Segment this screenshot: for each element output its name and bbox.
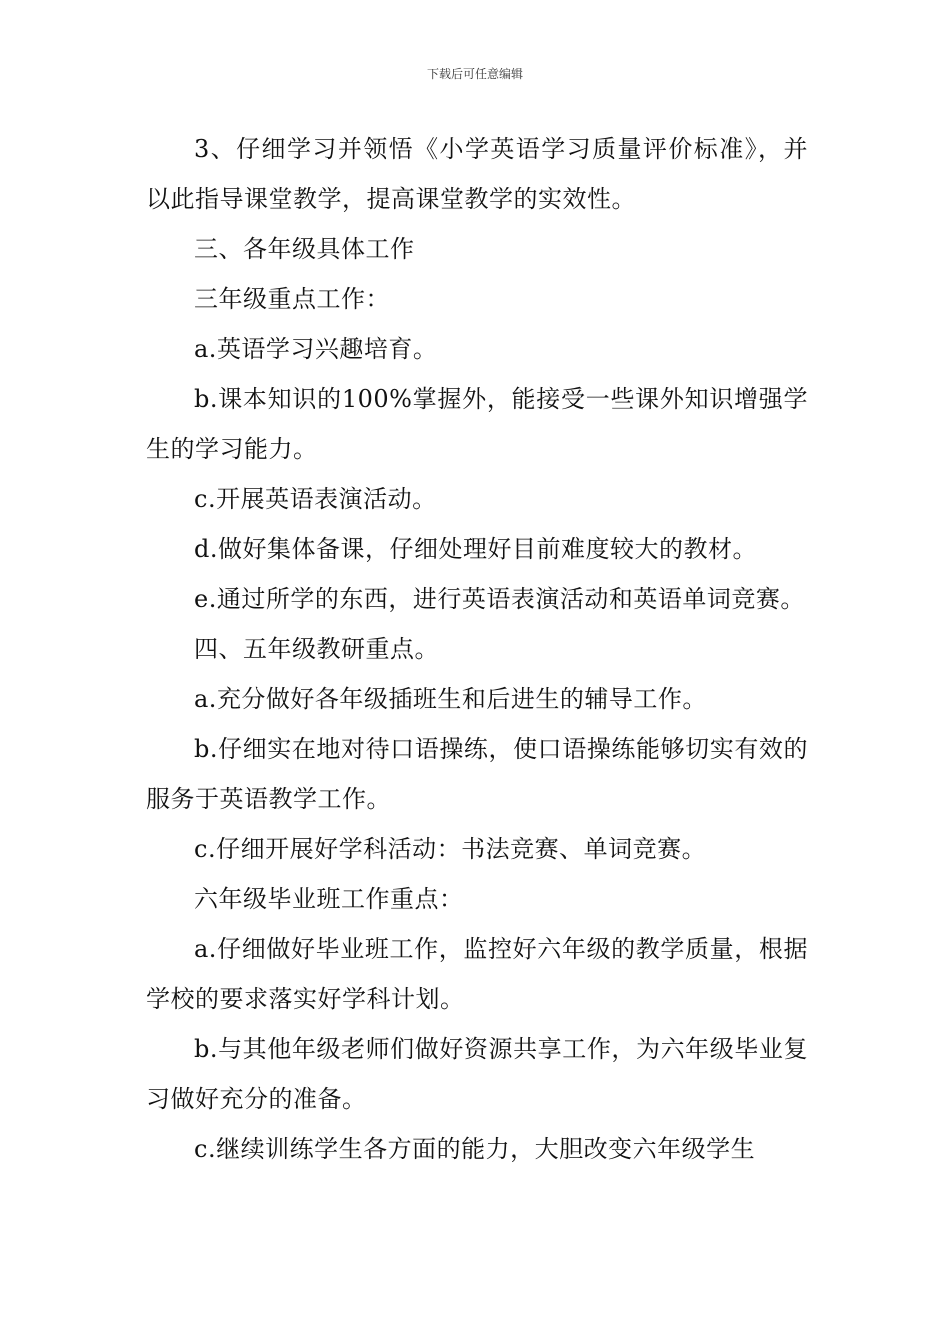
grade3-item-b: b.课本知识的100%掌握外，能接受一些课外知识增强学生的学习能力。	[146, 385, 808, 463]
section-heading-grade-work: 三、各年级具体工作	[194, 235, 415, 263]
grade6-item-b: b.与其他年级老师们做好资源共享工作，为六年级毕业复习做好充分的准备。	[146, 1035, 808, 1113]
paragraph-study-standard: 3、仔细学习并领悟《小学英语学习质量评价标准》，并以此指导课堂教学，提高课堂教学的实效性。	[146, 135, 808, 213]
grade45-item-a: a.充分做好各年级插班生和后进生的辅导工作。	[194, 685, 707, 713]
grade6-item-c: c.继续训练学生各方面的能力，大胆改变六年级学生	[194, 1135, 756, 1163]
grade6-heading: 六年级毕业班工作重点：	[194, 885, 464, 913]
grade3-item-d: d.做好集体备课，仔细处理好目前难度较大的教材。	[194, 535, 757, 563]
page-header: 下载后可任意编辑	[426, 67, 523, 81]
grade3-item-e: e.通过所学的东西，进行英语表演活动和英语单词竞赛。	[194, 585, 805, 613]
grade45-heading: 四、五年级教研重点。	[194, 635, 439, 663]
grade45-item-b: b.仔细实在地对待口语操练，使口语操练能够切实有效的服务于英语教学工作。	[146, 735, 808, 813]
grade3-item-a: a.英语学习兴趣培育。	[194, 335, 438, 363]
grade45-item-c: c.仔细开展好学科活动：书法竞赛、单词竞赛。	[194, 835, 707, 863]
grade3-heading: 三年级重点工作：	[194, 285, 390, 313]
document-body	[146, 124, 808, 1174]
grade3-item-c: c.开展英语表演活动。	[194, 485, 437, 513]
grade6-item-a: a.仔细做好毕业班工作，监控好六年级的教学质量，根据学校的要求落实好学科计划。	[146, 935, 808, 1013]
